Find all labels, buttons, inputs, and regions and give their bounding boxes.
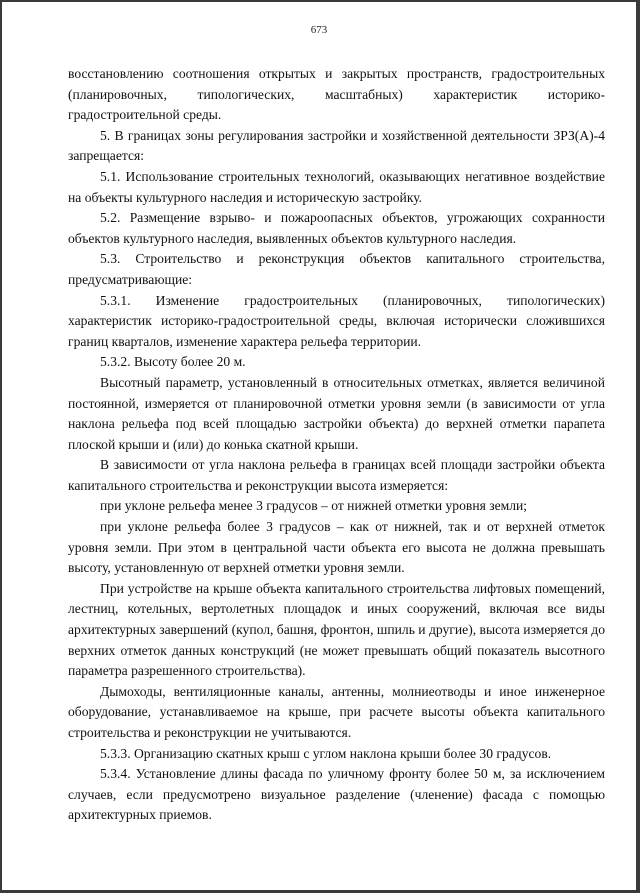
paragraph: 5.2. Размещение взрыво- и пожароопасных объектов, угрожающих сохранности объектов культурного наследия, выявленных объектов культурного наследия. [68, 210, 605, 246]
paragraph: 5.1. Использование строительных технологий, оказывающих негативное воздействие на объекты культурного наследия и историческую застройку. [68, 168, 605, 205]
paragraph: 5.3.3. Организацию скатных крыш с углом наклона крыши более 30 градусов. [100, 745, 552, 761]
paragraph: При устройстве на крыше объекта капитального строительства лифтовых помещений, лестниц, котельных, вертолетных площадок и иных сооружений, включая все виды архитектурных завершений (купол, башня, фронтон, шпиль и другие), высота измеряется до верхних отметок данных конструкций (не может превышать общий показатель высотного параметра разрешенного строительства). [68, 580, 605, 679]
document-page [2, 2, 636, 890]
paragraph: Высотный параметр, установленный в относительных отметках, является величиной постоянной, измеряется от планировочной отметки уровня земли (в зависимости от угла наклона рельефа под всей площадью застройки объекта) до верхней отметки парапета плоской крыши и (или) до конька скатной крыши. [68, 374, 605, 452]
paragraph: 5.3. Строительство и реконструкция объектов капитального строительства, предусматривающие: [68, 251, 605, 287]
paragraph: при уклоне рельефа менее 3 градусов – от нижней отметки уровня земли; [100, 498, 528, 514]
paragraph: 5.3.1. Изменение градостроительных (планировочных, типологических) характеристик историко-градостроительной среды, включая исторически сложившихся границ кварталов, изменение характера рельефа территории. [68, 292, 605, 349]
paragraph: 5. В границах зоны регулирования застройки и хозяйственной деятельности ЗРЗ(А)-4 запрещается: [68, 127, 605, 164]
paragraph: В зависимости от угла наклона рельефа в границах всей площади застройки объекта капитального строительства и реконструкции высота измеряется: [68, 457, 605, 493]
paragraph: при уклоне рельефа более 3 градусов – как от нижней, так и от верхней отметок уровня земли. При этом в центральной части объекта его высота не должна превышать высоту, установленную от верхней отметки уровня земли. [68, 519, 605, 576]
document-body [68, 64, 605, 826]
paragraph: восстановлению соотношения открытых и закрытых пространств, градостроительных (планировочных, типологических, масштабных) характеристик историко-градостроительной среды. [68, 66, 605, 123]
paragraph: 5.3.4. Установление длины фасада по уличному фронту более 50 м, за исключением случаев, если предусмотрено визуальное разделение (членение) фасада с помощью архитектурных приемов. [68, 766, 605, 823]
paragraph: 5.3.2. Высоту более 20 м. [100, 354, 246, 370]
page-number: 673 [310, 24, 328, 36]
paragraph: Дымоходы, вентиляционные каналы, антенны, молниеотводы и иное инженерное оборудование, устанавливаемое на крыше, при расчете высоты объекта капитального строительства и реконструкции не учитываются. [68, 683, 605, 740]
